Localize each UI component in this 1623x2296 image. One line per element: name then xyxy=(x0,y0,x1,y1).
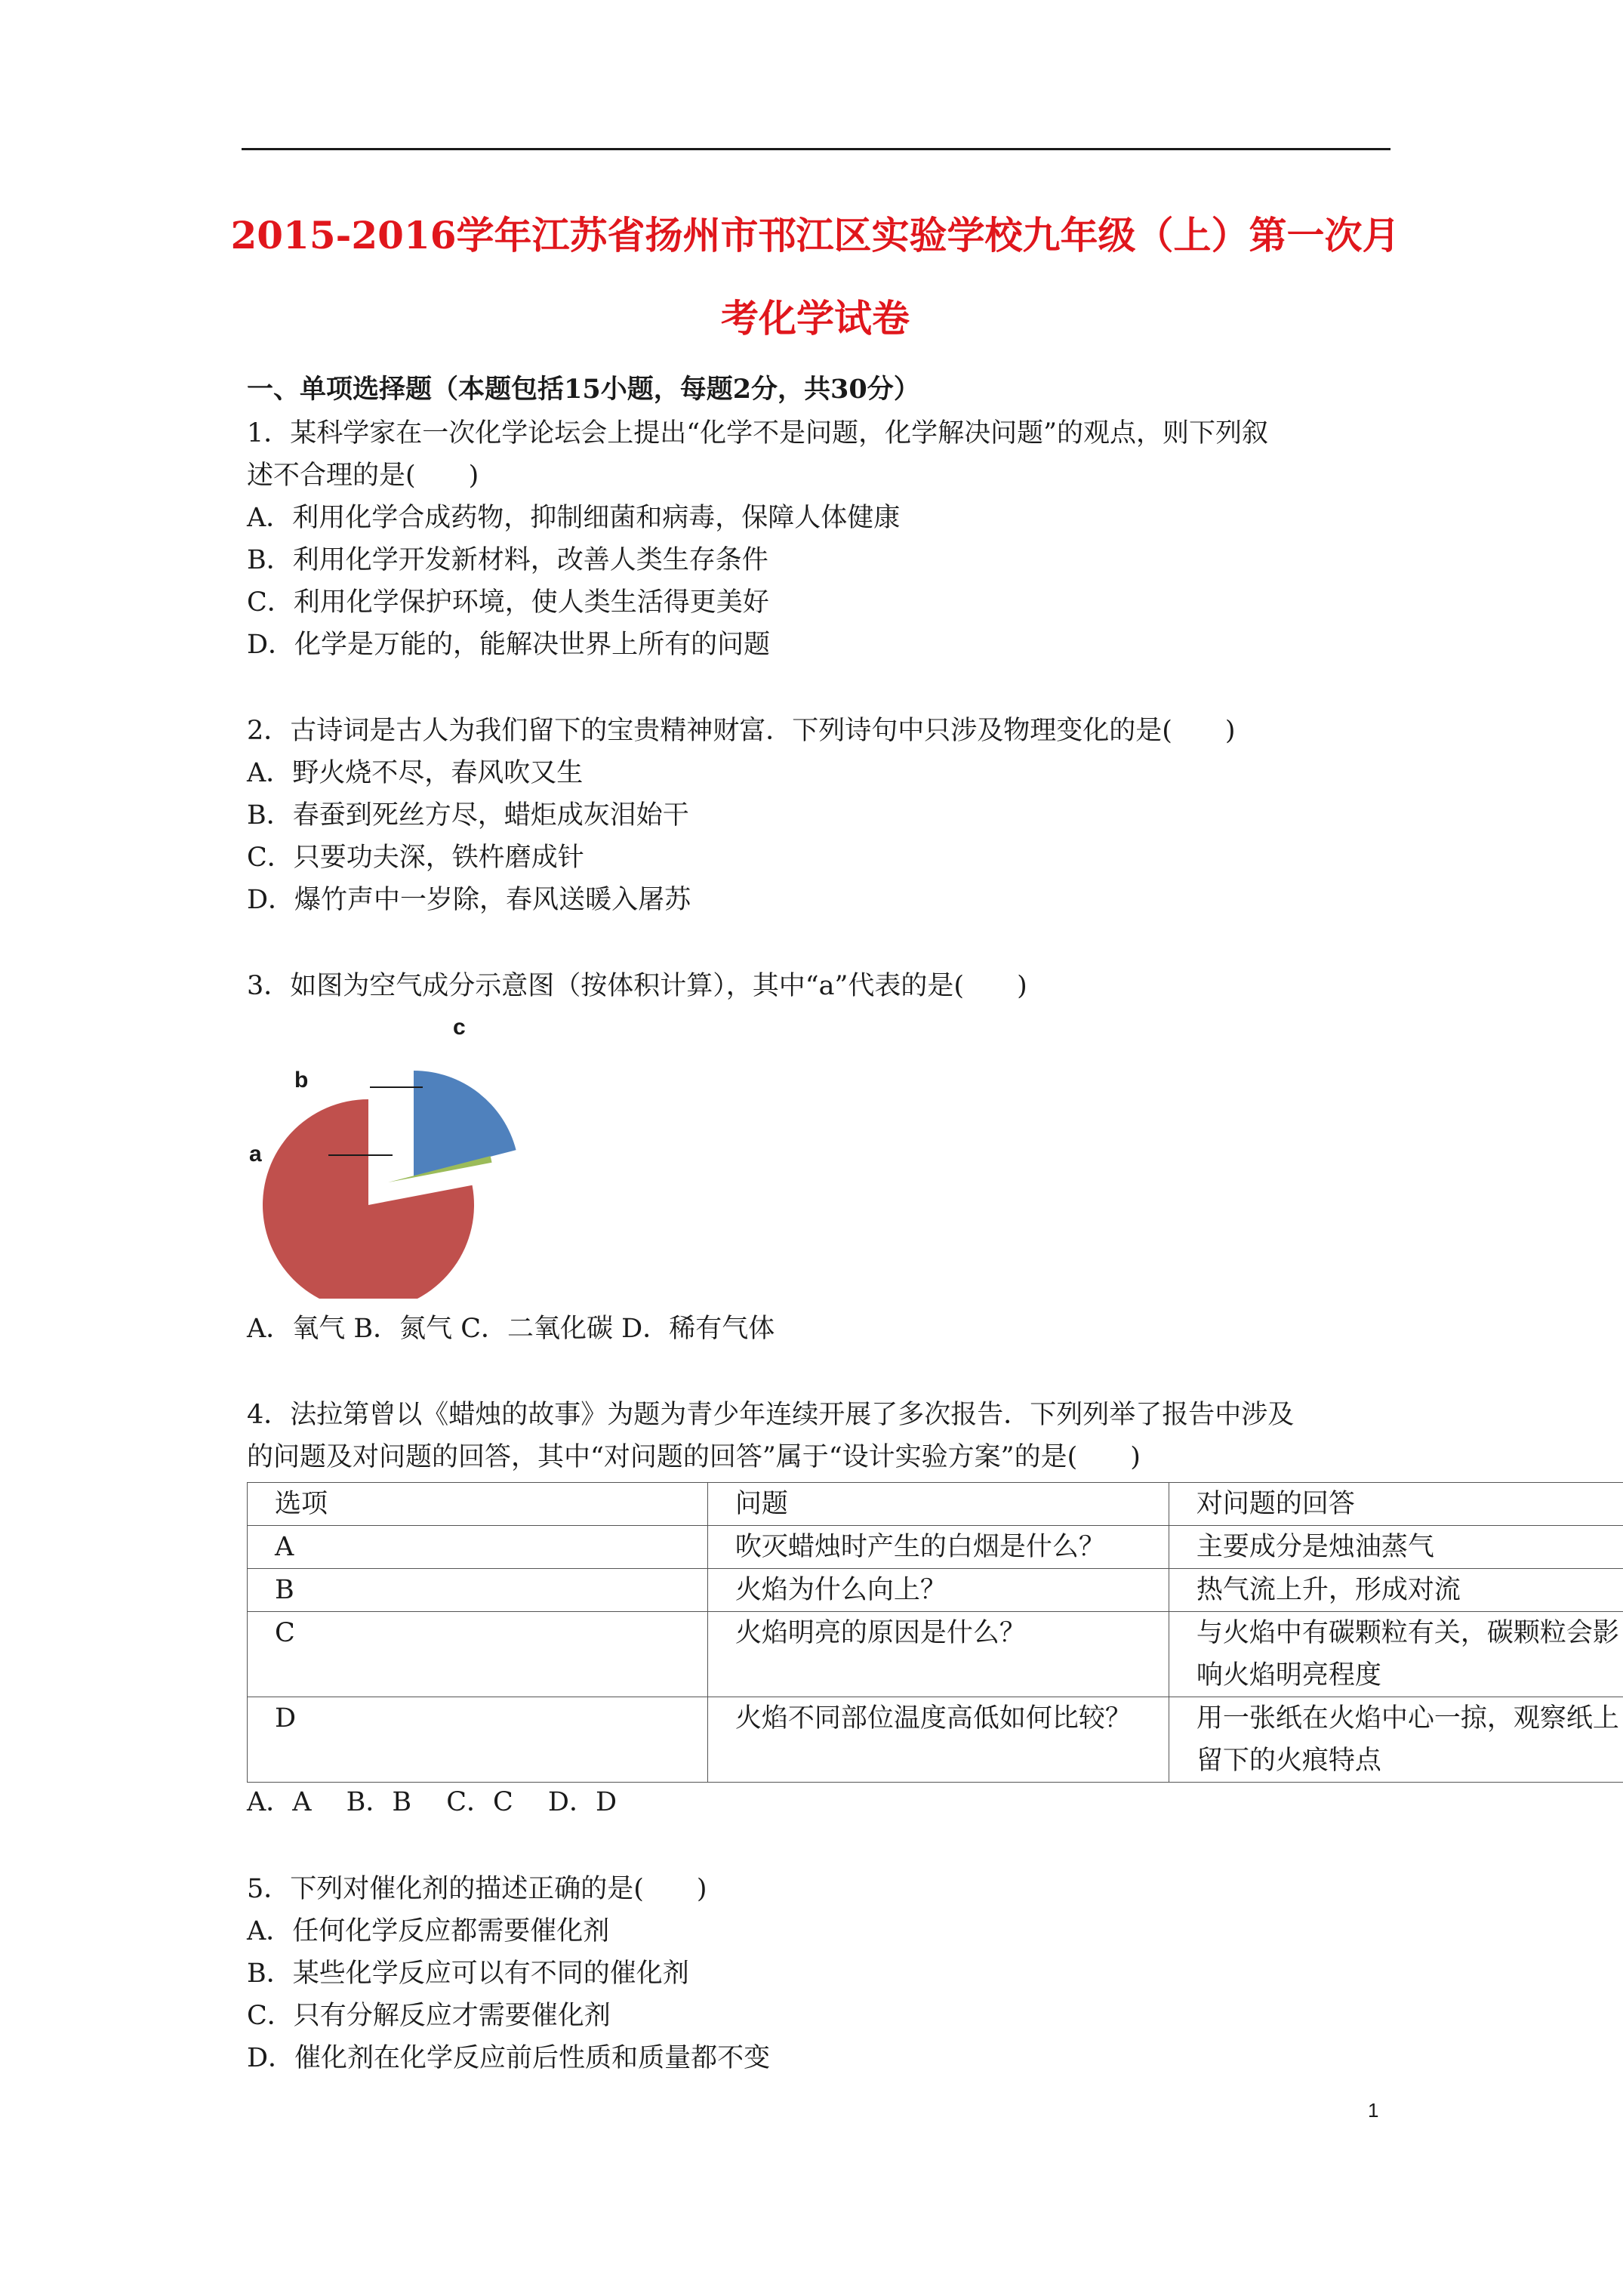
table-cell-question: 火焰为什么向上？ xyxy=(707,1569,1169,1612)
air-composition-pie-chart xyxy=(242,1012,544,1299)
q5-option-c: C．只有分解反应才需要催化剂 xyxy=(247,2001,611,2031)
q1-stem-line-2: 述不合理的是( ) xyxy=(247,461,479,491)
q2-stem: 2．古诗词是古人为我们留下的宝贵精神财富．下列诗句中只涉及物理变化的是( ) xyxy=(247,716,1236,746)
q1-option-c: C．利用化学保护环境，使人类生活得更美好 xyxy=(247,587,769,618)
table-header-cell: 问题 xyxy=(707,1483,1169,1526)
q4-stem-line-1: 4．法拉第曾以《蜡烛的故事》为题为青少年连续开展了多次报告．下列列举了报告中涉及 xyxy=(247,1400,1295,1430)
table-cell-answer: 用一张纸在火焰中心一掠，观察纸上留下的火痕特点 xyxy=(1169,1697,1623,1783)
q5-option-d: D．催化剂在化学反应前后性质和质量都不变 xyxy=(247,2043,771,2073)
q2-option-d: D．爆竹声中一岁除，春风送暖入屠苏 xyxy=(247,885,691,915)
table-row xyxy=(248,1526,1623,1569)
q4-options: A．A B．B C．C D．D xyxy=(247,1787,617,1817)
q3-options: A．氧气 B．氮气 C．二氧化碳 D．稀有气体 xyxy=(247,1314,775,1344)
table-cell-option: D xyxy=(248,1697,708,1783)
header-rule xyxy=(242,148,1390,150)
pie-label-b: b xyxy=(294,1068,309,1093)
q5-stem: 5．下列对催化剂的描述正确的是( ) xyxy=(247,1874,707,1904)
q4-stem-line-2: 的问题及对问题的回答，其中“对问题的回答”属于“设计实验方案”的是( ) xyxy=(247,1442,1141,1472)
q1-stem-line-1: 1．某科学家在一次化学论坛会上提出“化学不是问题，化学解决问题”的观点，则下列叙 xyxy=(247,418,1269,448)
pie-label-a: a xyxy=(249,1142,262,1166)
q5-option-b: B．某些化学反应可以有不同的催化剂 xyxy=(247,1959,689,1989)
table-cell-option: C xyxy=(248,1612,708,1697)
table-cell-answer: 主要成分是烛油蒸气 xyxy=(1169,1526,1623,1569)
q2-option-c: C．只要功夫深，铁杵磨成针 xyxy=(247,843,584,873)
table-row xyxy=(248,1569,1623,1612)
q1-option-b: B．利用化学开发新材料，改善人类生存条件 xyxy=(247,545,768,575)
table-cell-option: A xyxy=(248,1526,708,1569)
q2-option-a: A．野火烧不尽，春风吹又生 xyxy=(247,758,584,788)
q2-option-b: B．春蚕到死丝方尽，蜡炬成灰泪始干 xyxy=(247,800,689,831)
table-header-cell: 选项 xyxy=(248,1483,708,1526)
q1-option-d: D．化学是万能的，能解决世界上所有的问题 xyxy=(247,630,771,660)
q5-option-a: A．任何化学反应都需要催化剂 xyxy=(247,1916,610,1946)
table-cell-question: 火焰明亮的原因是什么？ xyxy=(707,1612,1169,1697)
pie-slice-c xyxy=(414,1071,516,1176)
table-cell-question: 吹灭蜡烛时产生的白烟是什么？ xyxy=(707,1526,1169,1569)
table-header-cell: 对问题的回答 xyxy=(1169,1483,1623,1526)
table-cell-answer: 与火焰中有碳颗粒有关，碳颗粒会影响火焰明亮程度 xyxy=(1169,1612,1623,1697)
table-cell-option: B xyxy=(248,1569,708,1612)
table-cell-answer: 热气流上升，形成对流 xyxy=(1169,1569,1623,1612)
table-cell-question: 火焰不同部位温度高低如何比较？ xyxy=(707,1697,1169,1783)
table-row xyxy=(248,1697,1623,1783)
pie-label-c: c xyxy=(453,1015,466,1040)
page-number: 1 xyxy=(1368,2099,1379,2122)
title-line-1: 2015-2016学年江苏省扬州市邗江区实验学校九年级（上）第一次月 xyxy=(230,213,1400,257)
table-row xyxy=(248,1612,1623,1697)
title-line-2: 考化学试卷 xyxy=(721,296,910,341)
q4-table xyxy=(247,1482,1623,1783)
q3-stem: 3．如图为空气成分示意图（按体积计算），其中“a”代表的是( ) xyxy=(247,971,1027,1001)
section-heading: 一、单项选择题（本题包括15小题，每题2分，共30分） xyxy=(247,374,920,405)
q1-option-a: A．利用化学合成药物，抑制细菌和病毒，保障人体健康 xyxy=(247,503,901,533)
table-header-row xyxy=(248,1483,1623,1526)
